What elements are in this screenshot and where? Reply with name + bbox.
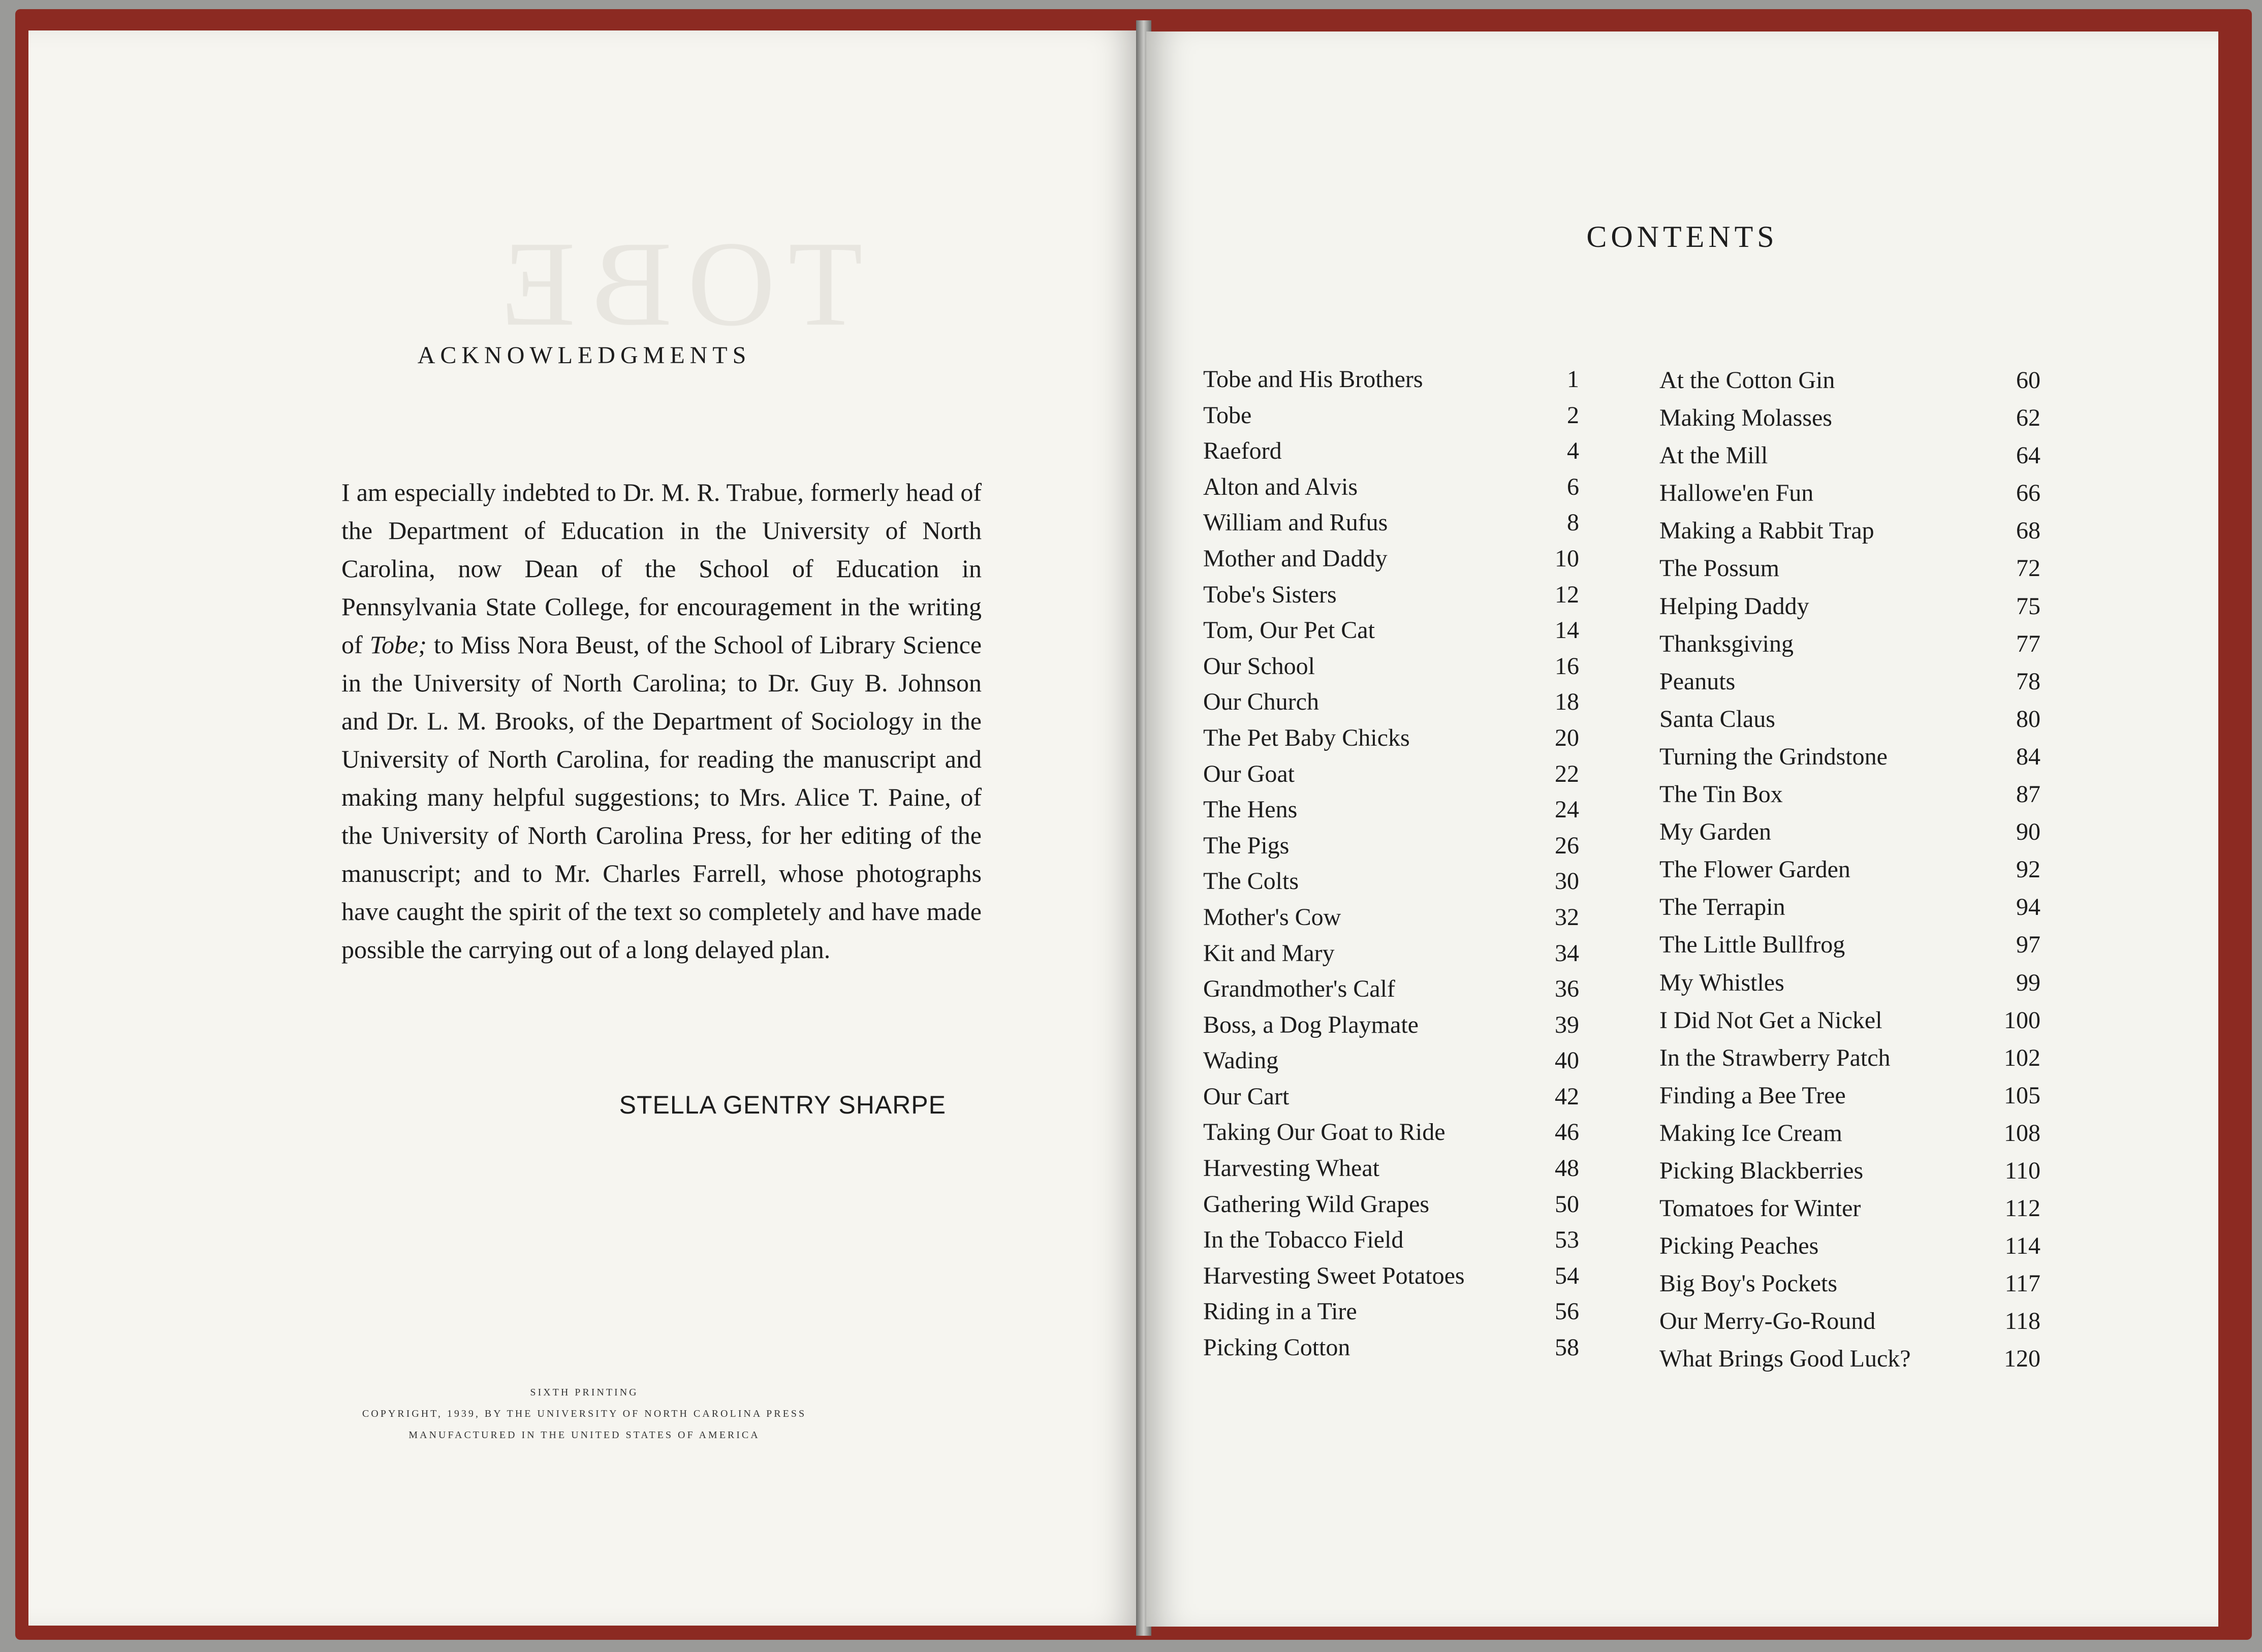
entry-title: Turning the Grindstone (1659, 743, 1888, 770)
entry-title: Tobe's Sisters (1203, 581, 1337, 608)
entry-title: My Whistles (1659, 969, 1784, 996)
entry-title: William and Rufus (1203, 509, 1388, 536)
entry-title: The Pigs (1203, 832, 1290, 859)
entry-page-number: 94 (2016, 894, 2040, 921)
entry-page-number: 72 (2016, 555, 2040, 582)
entry-title: Tomatoes for Winter (1659, 1195, 1861, 1222)
manufacture-line: MANUFACTURED IN THE UNITED STATES OF AMERICA (409, 1429, 760, 1441)
body-text: I am especially indebted to Dr. M. R. Trabue, formerly head of the Department of Education in the University of North Carolina, now Dean of the School of Education in Pennsylvania State College, for encouragement in the writing of (341, 478, 982, 659)
entry-title: Making a Rabbit Trap (1659, 517, 1874, 545)
entry-page-number: 1 (1567, 366, 1579, 393)
entry-title: Gathering Wild Grapes (1203, 1190, 1430, 1218)
contents-entry (1203, 469, 1579, 505)
contents-entry (1659, 776, 2040, 813)
imprint (28, 1382, 1140, 1446)
entry-title: Helping Daddy (1659, 592, 1809, 620)
contents-entry (1203, 1151, 1579, 1187)
entry-page-number: 18 (1555, 688, 1579, 716)
entry-title: Riding in a Tire (1203, 1298, 1357, 1325)
entry-page-number: 112 (2004, 1195, 2040, 1222)
entry-title: Tobe and His Brothers (1203, 366, 1423, 393)
printing-line: SIXTH PRINTING (530, 1387, 639, 1398)
entry-page-number: 117 (2004, 1270, 2040, 1297)
contents-entry (1659, 437, 2040, 474)
entry-title: Hallowe'en Fun (1659, 480, 1814, 507)
entry-title: Our Merry-Go-Round (1659, 1308, 1876, 1335)
entry-page-number: 48 (1555, 1155, 1579, 1182)
contents-entry (1203, 828, 1579, 864)
entry-title: Peanuts (1659, 668, 1736, 695)
entry-page-number: 68 (2016, 517, 2040, 545)
contents-entry (1203, 936, 1579, 972)
entry-title: Our Church (1203, 688, 1319, 716)
entry-page-number: 4 (1567, 437, 1579, 465)
entry-title: Our School (1203, 652, 1315, 680)
contents-entry (1659, 701, 2040, 738)
entry-title: In the Tobacco Field (1203, 1226, 1404, 1254)
acknowledgments-body (341, 473, 982, 969)
contents-entry (1659, 1227, 2040, 1265)
show-through-text: TOBE (486, 216, 863, 351)
entry-page-number: 8 (1567, 509, 1579, 536)
entry-title: Big Boy's Pockets (1659, 1270, 1838, 1297)
entry-page-number: 20 (1555, 724, 1579, 751)
entry-page-number: 12 (1555, 581, 1579, 608)
entry-page-number: 30 (1555, 868, 1579, 895)
contents-entry (1203, 684, 1579, 720)
contents-entry (1659, 1265, 2040, 1302)
contents-page (1146, 31, 2218, 1627)
entry-page-number: 66 (2016, 480, 2040, 507)
entry-page-number: 108 (2004, 1119, 2040, 1147)
entry-page-number: 78 (2016, 668, 2040, 695)
body-text-continued: to Miss Nora Beust, of the School of Library Science in the University of North Carolina; to Dr. Guy B. Johnson and Dr. L. M. Brooks, of the Department of Sociology in the University of North Carolina, for reading the manuscript and making many helpful suggestions; to Mrs. Alice T. Paine, of the University of North Carolina Press, for her editing of the manuscript; and to Mr. Charles Farrell, whose photographs have caught the spirit of the text so completely and have made possible the carrying out of a long delayed plan. (341, 630, 982, 964)
entry-page-number: 87 (2016, 781, 2040, 808)
entry-title: Harvesting Wheat (1203, 1155, 1379, 1182)
contents-entry (1203, 1330, 1579, 1366)
entry-page-number: 64 (2016, 442, 2040, 469)
contents-title: CONTENTS (1586, 220, 1778, 253)
contents-entry (1659, 813, 2040, 851)
entry-page-number: 102 (2004, 1044, 2040, 1071)
contents-entry (1203, 971, 1579, 1007)
entry-title: At the Cotton Gin (1659, 367, 1835, 394)
entry-title: Tobe (1203, 401, 1252, 429)
contents-entry (1659, 926, 2040, 964)
contents-entry (1203, 900, 1579, 936)
contents-entry (1203, 1043, 1579, 1079)
entry-title: Tom, Our Pet Cat (1203, 617, 1375, 644)
contents-entry (1659, 550, 2040, 587)
entry-title: Mother and Daddy (1203, 545, 1388, 572)
entry-title: Our Cart (1203, 1083, 1290, 1110)
entry-page-number: 24 (1555, 796, 1579, 823)
entry-title: The Hens (1203, 796, 1298, 823)
contents-entry (1659, 474, 2040, 512)
entry-title: Grandmother's Calf (1203, 975, 1395, 1003)
contents-entry (1203, 649, 1579, 685)
entry-title: Making Molasses (1659, 404, 1832, 432)
contents-entry (1659, 888, 2040, 926)
entry-page-number: 80 (2016, 705, 2040, 733)
entry-page-number: 58 (1555, 1334, 1579, 1361)
contents-entry (1203, 1187, 1579, 1223)
entry-title: Picking Cotton (1203, 1334, 1350, 1361)
entry-title: Our Goat (1203, 760, 1295, 787)
contents-entry (1659, 1302, 2040, 1340)
contents-entry (1659, 588, 2040, 625)
entry-page-number: 77 (2016, 630, 2040, 657)
contents-entry (1203, 720, 1579, 756)
entry-page-number: 32 (1555, 903, 1579, 931)
contents-entry (1203, 1079, 1579, 1115)
entry-title: What Brings Good Luck? (1659, 1345, 1911, 1373)
contents-entry (1203, 577, 1579, 613)
entry-title: Making Ice Cream (1659, 1119, 1842, 1147)
contents-entry (1659, 399, 2040, 437)
entry-page-number: 75 (2016, 592, 2040, 620)
entry-page-number: 36 (1555, 975, 1579, 1003)
contents-entry (1203, 541, 1579, 577)
entry-page-number: 34 (1555, 939, 1579, 967)
acknowledgments-title: ACKNOWLEDGMENTS (417, 342, 751, 369)
entry-title: My Garden (1659, 818, 1771, 846)
author-signature: STELLA GENTRY SHARPE (619, 1091, 946, 1119)
contents-column-2 (1659, 362, 2040, 1378)
entry-page-number: 56 (1555, 1298, 1579, 1325)
entry-title: The Tin Box (1659, 781, 1783, 808)
entry-title: Kit and Mary (1203, 939, 1335, 967)
entry-title: The Colts (1203, 868, 1299, 895)
entry-page-number: 99 (2016, 969, 2040, 996)
entry-title: Raeford (1203, 437, 1282, 465)
entry-page-number: 2 (1567, 401, 1579, 429)
contents-entry (1659, 625, 2040, 663)
contents-entry (1203, 864, 1579, 900)
contents-entry (1203, 1115, 1579, 1151)
entry-title: In the Strawberry Patch (1659, 1044, 1891, 1071)
contents-entry (1203, 433, 1579, 469)
entry-page-number: 46 (1555, 1119, 1579, 1146)
entry-page-number: 50 (1555, 1190, 1579, 1218)
entry-title: Santa Claus (1659, 705, 1775, 733)
entry-page-number: 118 (2004, 1308, 2040, 1335)
contents-entry (1659, 362, 2040, 399)
entry-page-number: 105 (2004, 1082, 2040, 1109)
contents-entry (1203, 1294, 1579, 1330)
contents-entry (1203, 613, 1579, 649)
entry-page-number: 97 (2016, 931, 2040, 959)
contents-entry (1659, 1002, 2040, 1039)
copyright-line: COPYRIGHT, 1939, BY THE UNIVERSITY OF NORTH CAROLINA PRESS (362, 1408, 807, 1419)
entry-page-number: 92 (2016, 856, 2040, 883)
contents-column-1 (1203, 362, 1579, 1366)
entry-title: Picking Peaches (1659, 1232, 1819, 1260)
entry-title: Thanksgiving (1659, 630, 1794, 657)
entry-title: The Terrapin (1659, 894, 1785, 921)
entry-title: Mother's Cow (1203, 903, 1341, 931)
entry-title: I Did Not Get a Nickel (1659, 1006, 1882, 1034)
entry-page-number: 16 (1555, 652, 1579, 680)
contents-entry (1659, 851, 2040, 888)
entry-title: Boss, a Dog Playmate (1203, 1011, 1419, 1038)
entry-page-number: 84 (2016, 743, 2040, 770)
entry-page-number: 22 (1555, 760, 1579, 787)
entry-page-number: 6 (1567, 473, 1579, 500)
entry-title: The Little Bullfrog (1659, 931, 1845, 959)
entry-page-number: 120 (2004, 1345, 2040, 1373)
contents-entry (1203, 1007, 1579, 1043)
entry-page-number: 10 (1555, 545, 1579, 572)
contents-entry (1659, 1340, 2040, 1378)
entry-title: Taking Our Goat to Ride (1203, 1119, 1446, 1146)
entry-title: The Possum (1659, 555, 1780, 582)
entry-page-number: 54 (1555, 1262, 1579, 1289)
entry-page-number: 100 (2004, 1006, 2040, 1034)
contents-entry (1203, 756, 1579, 792)
contents-entry (1203, 362, 1579, 398)
contents-entry (1203, 398, 1579, 434)
entry-page-number: 110 (2004, 1157, 2040, 1184)
entry-title: The Pet Baby Chicks (1203, 724, 1410, 751)
contents-entry (1203, 505, 1579, 541)
entry-title: Harvesting Sweet Potatoes (1203, 1262, 1465, 1289)
entry-page-number: 53 (1555, 1226, 1579, 1254)
contents-entry (1203, 1222, 1579, 1258)
contents-entry (1659, 1077, 2040, 1115)
contents-entry (1659, 663, 2040, 701)
entry-page-number: 114 (2004, 1232, 2040, 1260)
entry-page-number: 40 (1555, 1047, 1579, 1074)
entry-title: Alton and Alvis (1203, 473, 1358, 500)
entry-page-number: 26 (1555, 832, 1579, 859)
book-title-italic: Tobe; (369, 630, 427, 659)
entry-title: Finding a Bee Tree (1659, 1082, 1846, 1109)
contents-entry (1659, 964, 2040, 1002)
contents-entry (1659, 512, 2040, 550)
contents-entry (1659, 1152, 2040, 1190)
entry-title: Wading (1203, 1047, 1279, 1074)
entry-page-number: 14 (1555, 617, 1579, 644)
entry-page-number: 90 (2016, 818, 2040, 846)
contents-entry (1659, 738, 2040, 776)
entry-page-number: 62 (2016, 404, 2040, 432)
contents-entry (1659, 1190, 2040, 1227)
entry-page-number: 42 (1555, 1083, 1579, 1110)
contents-entry (1659, 1115, 2040, 1152)
entry-page-number: 39 (1555, 1011, 1579, 1038)
entry-page-number: 60 (2016, 367, 2040, 394)
entry-title: The Flower Garden (1659, 856, 1850, 883)
entry-title: At the Mill (1659, 442, 1768, 469)
contents-entry (1659, 1039, 2040, 1077)
contents-entry (1203, 1258, 1579, 1294)
acknowledgments-page (28, 30, 1140, 1626)
contents-entry (1203, 792, 1579, 828)
entry-title: Picking Blackberries (1659, 1157, 1864, 1184)
